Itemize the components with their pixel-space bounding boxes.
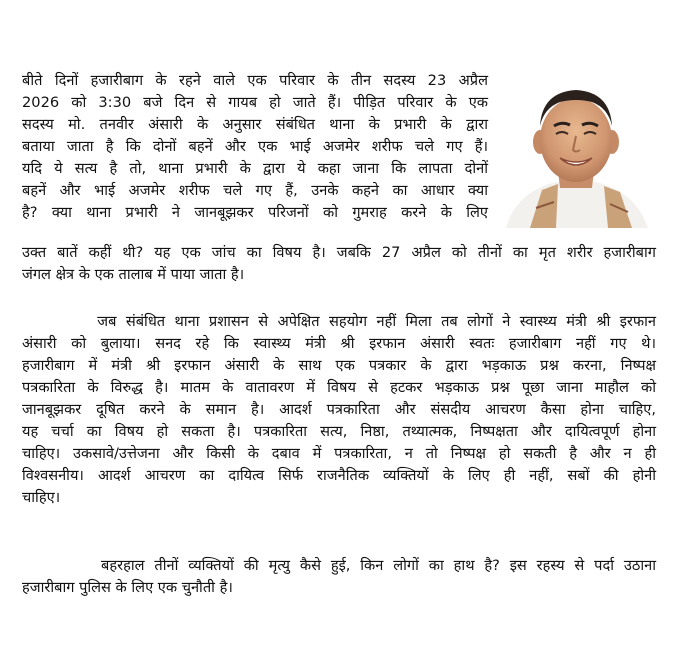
text-line: चाहिए। (22, 489, 61, 506)
text-line: जंगल क्षेत्र के एक तालाब में पाया जाता है। (22, 266, 245, 283)
text-line: हजारीबाग पुलिस के लिए एक चुनौती है। (22, 579, 233, 596)
text-line: सदस्य मो. तनवीर अंसारी के अनुसार संबंधित थाना के प्रभारी के द्वारा (22, 116, 488, 133)
portrait-image (496, 82, 656, 228)
text-line: विश्वसनीय। आदर्श आचरण का दायित्व सिर्फ राजनैतिक व्यक्तियों के लिए ही नहीं, सबों की होनी (22, 467, 656, 484)
paragraph-1-bottom (22, 242, 656, 286)
text-line: यह चर्चा का विषय हो सकता है। पत्रकारिता सत्य, निष्ठा, तथ्यात्मक, निष्पक्षता और दायित्वपूर्ण होना (22, 423, 656, 440)
text-line: पत्रकारिता के विरुद्ध है। मातम के वातावरण में विषय से हटकर भड़काऊ प्रश्न पूछा जाना माहौल को (22, 379, 656, 396)
text-line: बताया जाता है कि दोनों बहनें और एक भाई अजमेर शरीफ चले गए हैं। (22, 138, 488, 155)
text-line: है? क्या थाना प्रभारी ने जानबूझकर परिजनों को गुमराह करने के लिए (22, 204, 488, 221)
text-line: हजारीबाग में मंत्री श्री इरफान अंसारी के साथ एक पत्रकार के द्वारा भड़काऊ प्रश्न करना, निष्पक्ष (22, 357, 656, 374)
paragraph-2 (22, 311, 656, 509)
text-line: जानबूझकर दूषित करने के समान है। आदर्श पत्रकारिता और संसदीय आचरण कैसा होना चाहिए, (22, 401, 656, 418)
text-line: चाहिए। उकसावे/उत्तेजना और किसी के दबाव में पत्रकारिता, न तो निष्पक्ष हो सकती है और न ही (22, 445, 656, 462)
text-line: जब संबंधित थाना प्रशासन से अपेक्षित सहयोग नहीं मिला तब लोगों ने स्वास्थ्य मंत्री श्री इरफान (22, 313, 656, 330)
text-line: यदि ये सत्य है तो, थाना प्रभारी के द्वारा ये कहा जाना कि लापता दोनों (22, 160, 488, 177)
text-line: उक्त बातें कहीं थी? यह एक जांच का विषय है। जबकि 27 अप्रैल को तीनों का मृत शरीर हजारीबाग (22, 244, 656, 261)
author-photo (496, 82, 656, 228)
paragraph-1-top (22, 70, 488, 224)
text-line: बहनें और भाई अजमेर शरीफ चले गए हैं, उनके कहने का आधार क्या (22, 182, 488, 199)
text-line: 2026 को 3:30 बजे दिन से गायब हो जाते हैं। पीड़ित परिवार के एक (22, 94, 488, 111)
text-line: बीते दिनों हजारीबाग के रहने वाले एक परिवार के तीन सदस्य 23 अप्रैल (22, 72, 488, 89)
text-line: अंसारी को बुलाया। सनद रहे कि स्वास्थ्य मंत्री श्री इरफान अंसारी स्वतः हजारीबाग नहीं गए थे। (22, 335, 656, 352)
text-line: बहरहाल तीनों व्यक्तियों की मृत्यु कैसे हुई, किन लोगों का हाथ है? इस रहस्य से पर्दा उठाना (22, 557, 656, 574)
paragraph-3 (22, 555, 656, 599)
